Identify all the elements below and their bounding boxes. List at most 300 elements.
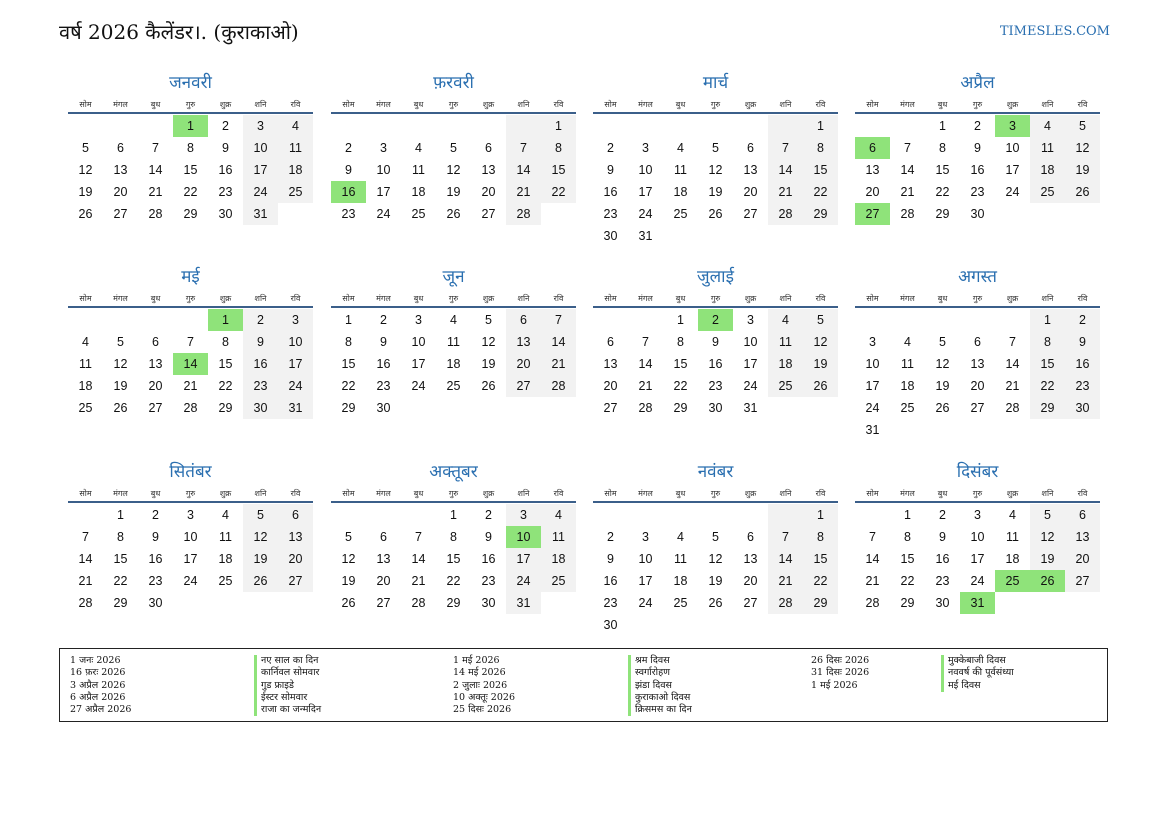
day-grid — [331, 115, 576, 225]
weekday-label: गुरु — [448, 488, 459, 498]
empty-cell — [366, 115, 401, 137]
day-cell: 22 — [446, 574, 461, 588]
day-cell: 22 — [673, 379, 688, 393]
empty-cell — [628, 115, 663, 137]
day-cell: 17 — [1005, 163, 1020, 177]
empty-cell — [243, 592, 278, 614]
day-cell: 4 — [278, 115, 313, 137]
day-cell: 1 — [173, 115, 208, 137]
weekday-label: सोम — [79, 293, 92, 303]
legend-date: 14 मई 2026 — [453, 667, 506, 679]
day-cell: 31 — [743, 401, 758, 415]
day-cell: 27 — [970, 401, 985, 415]
day-cell: 18 — [218, 552, 233, 566]
day-cell: 16 — [708, 357, 723, 371]
day-cell: 2 — [607, 530, 614, 544]
day-cell: 24 — [743, 379, 758, 393]
day-cell: 29 — [1030, 397, 1065, 419]
day-cell: 20 — [1065, 548, 1100, 570]
day-cell: 24 — [1005, 185, 1020, 199]
weekday-label: शनि — [517, 293, 530, 303]
empty-cell — [278, 203, 313, 225]
day-cell: 11 — [674, 552, 687, 566]
day-cell: 31 — [506, 592, 541, 614]
weekday-label: सोम — [604, 293, 617, 303]
empty-cell — [593, 309, 628, 331]
day-cell: 28 — [1005, 401, 1020, 415]
empty-cell — [593, 504, 628, 526]
day-cell: 12 — [243, 526, 278, 548]
day-cell: 21 — [900, 185, 915, 199]
day-cell: 13 — [113, 163, 128, 177]
day-cell: 3 — [278, 309, 313, 331]
weekday-label: मंगल — [638, 488, 653, 498]
weekday-label: गुरु — [185, 99, 196, 109]
empty-cell — [541, 397, 576, 419]
weekday-label: गुरु — [710, 99, 721, 109]
day-cell: 24 — [970, 574, 985, 588]
day-cell: 16 — [243, 353, 278, 375]
day-cell: 25 — [673, 207, 688, 221]
weekday-label: शुक्र — [1006, 488, 1019, 498]
legend-holiday: मुक्केबाजी दिवस — [948, 655, 1006, 666]
day-cell: 1 — [541, 115, 576, 137]
weekday-label: सोम — [866, 99, 879, 109]
day-cell: 26 — [1065, 181, 1100, 203]
day-cell: 24 — [638, 596, 653, 610]
weekday-label: बुध — [150, 488, 161, 498]
day-cell: 16 — [481, 552, 496, 566]
day-cell: 18 — [541, 548, 576, 570]
day-cell: 23 — [603, 596, 618, 610]
day-cell: 6 — [747, 141, 754, 155]
weekday-label: मंगल — [113, 293, 128, 303]
day-cell: 7 — [506, 137, 541, 159]
day-cell: 11 — [79, 357, 92, 371]
day-cell: 10 — [183, 530, 198, 544]
day-cell: 5 — [117, 335, 124, 349]
month-calendar — [593, 266, 838, 419]
day-cell: 9 — [607, 163, 614, 177]
weekday-header — [331, 485, 576, 503]
weekday-label: शनि — [1041, 488, 1054, 498]
day-cell: 16 — [970, 163, 985, 177]
weekday-label: गुरु — [710, 488, 721, 498]
day-cell: 6 — [747, 530, 754, 544]
weekday-label: रवि — [553, 99, 564, 109]
day-cell: 8 — [187, 141, 194, 155]
day-cell: 16 — [331, 181, 366, 203]
day-cell: 24 — [376, 207, 391, 221]
day-cell: 31 — [865, 423, 880, 437]
day-cell: 9 — [222, 141, 229, 155]
weekday-label: सोम — [342, 293, 355, 303]
legend-names-col-1 — [254, 655, 321, 716]
day-cell: 8 — [222, 335, 229, 349]
empty-cell — [331, 504, 366, 526]
day-cell: 31 — [278, 397, 313, 419]
day-cell: 3 — [642, 530, 649, 544]
day-cell: 17 — [865, 379, 880, 393]
day-cell: 10 — [638, 163, 653, 177]
day-cell: 11 — [1030, 137, 1065, 159]
day-cell: 22 — [935, 185, 950, 199]
weekday-label: गुरु — [448, 293, 459, 303]
weekday-label: सोम — [866, 293, 879, 303]
day-cell: 2 — [939, 508, 946, 522]
day-grid — [593, 115, 838, 247]
weekday-label: सोम — [342, 488, 355, 498]
day-cell: 14 — [768, 159, 803, 181]
day-cell: 3 — [869, 335, 876, 349]
day-cell: 19 — [803, 353, 838, 375]
day-cell: 23 — [376, 379, 391, 393]
day-cell: 10 — [376, 163, 391, 177]
day-grid — [68, 504, 313, 614]
day-cell: 10 — [743, 335, 758, 349]
day-cell: 22 — [803, 570, 838, 592]
day-cell: 29 — [803, 592, 838, 614]
day-cell: 10 — [411, 335, 426, 349]
day-cell: 12 — [935, 357, 950, 371]
month-name: जून — [442, 267, 465, 287]
empty-cell — [855, 309, 890, 331]
day-cell: 17 — [278, 353, 313, 375]
empty-cell — [208, 592, 243, 614]
legend-names-col-2 — [628, 655, 692, 716]
day-cell: 21 — [148, 185, 163, 199]
day-cell: 25 — [673, 596, 688, 610]
day-cell: 12 — [1065, 137, 1100, 159]
day-grid — [331, 504, 576, 614]
empty-cell — [1030, 592, 1065, 614]
day-cell: 27 — [278, 570, 313, 592]
day-grid — [68, 309, 313, 419]
day-cell: 25 — [446, 379, 461, 393]
day-cell: 21 — [183, 379, 198, 393]
day-cell: 28 — [78, 596, 93, 610]
day-cell: 8 — [117, 530, 124, 544]
day-cell: 5 — [1065, 115, 1100, 137]
day-cell: 10 — [865, 357, 880, 371]
day-cell: 30 — [481, 596, 496, 610]
day-cell: 21 — [1005, 379, 1020, 393]
day-cell: 4 — [450, 313, 457, 327]
empty-cell — [506, 115, 541, 137]
day-grid — [593, 504, 838, 636]
day-cell: 17 — [183, 552, 198, 566]
weekday-label: शुक्र — [1006, 99, 1019, 109]
day-cell: 2 — [345, 141, 352, 155]
empty-cell — [471, 397, 506, 419]
day-cell: 8 — [1030, 331, 1065, 353]
day-cell: 25 — [278, 181, 313, 203]
day-cell: 18 — [673, 574, 688, 588]
day-cell: 23 — [341, 207, 356, 221]
empty-cell — [506, 397, 541, 419]
day-cell: 10 — [970, 530, 985, 544]
weekday-label: शुक्र — [482, 293, 495, 303]
day-cell: 14 — [1005, 357, 1020, 371]
day-cell: 8 — [345, 335, 352, 349]
day-cell: 5 — [345, 530, 352, 544]
weekday-header — [593, 96, 838, 114]
empty-cell — [733, 614, 768, 636]
day-cell: 21 — [865, 574, 880, 588]
day-cell: 29 — [446, 596, 461, 610]
day-cell: 7 — [82, 530, 89, 544]
day-cell: 18 — [278, 159, 313, 181]
day-cell: 27 — [743, 207, 758, 221]
weekday-label: शनि — [779, 99, 792, 109]
day-cell: 30 — [603, 229, 618, 243]
empty-cell — [925, 419, 960, 441]
day-grid — [593, 309, 838, 419]
weekday-label: सोम — [79, 488, 92, 498]
weekday-label: शनि — [779, 488, 792, 498]
day-cell: 13 — [506, 331, 541, 353]
day-cell: 7 — [642, 335, 649, 349]
day-cell: 20 — [113, 185, 128, 199]
day-cell: 12 — [708, 163, 723, 177]
empty-cell — [401, 504, 436, 526]
day-cell: 22 — [218, 379, 233, 393]
day-cell: 27 — [148, 401, 163, 415]
empty-cell — [278, 592, 313, 614]
day-cell: 30 — [603, 618, 618, 632]
day-cell: 30 — [148, 596, 163, 610]
day-cell: 26 — [708, 207, 723, 221]
empty-cell — [628, 614, 663, 636]
month-calendar — [593, 72, 838, 247]
legend-date: 2 जुलाः 2026 — [453, 679, 508, 691]
day-cell: 17 — [970, 552, 985, 566]
day-cell: 13 — [865, 163, 880, 177]
empty-cell — [663, 115, 698, 137]
day-cell: 4 — [415, 141, 422, 155]
day-cell: 28 — [865, 596, 880, 610]
day-cell: 27 — [481, 207, 496, 221]
weekday-label: सोम — [342, 99, 355, 109]
day-cell: 3 — [995, 115, 1030, 137]
empty-cell — [995, 309, 1030, 331]
month-calendar — [331, 266, 576, 419]
weekday-label: शुक्र — [219, 99, 232, 109]
day-cell: 5 — [1030, 504, 1065, 526]
legend-date: 25 दिसः 2026 — [453, 704, 512, 716]
weekday-header — [68, 290, 313, 308]
day-cell: 17 — [411, 357, 426, 371]
day-cell: 3 — [187, 508, 194, 522]
day-cell: 7 — [869, 530, 876, 544]
weekday-label: बुध — [413, 293, 424, 303]
day-cell: 21 — [638, 379, 653, 393]
day-cell: 18 — [78, 379, 93, 393]
day-cell: 13 — [970, 357, 985, 371]
weekday-label: मंगल — [376, 99, 391, 109]
day-cell: 21 — [78, 574, 93, 588]
day-cell: 9 — [243, 331, 278, 353]
day-cell: 22 — [900, 574, 915, 588]
weekday-label: शुक्र — [482, 488, 495, 498]
day-cell: 6 — [855, 137, 890, 159]
weekday-label: मंगल — [113, 488, 128, 498]
day-cell: 14 — [411, 552, 426, 566]
weekday-label: रवि — [290, 488, 301, 498]
legend-holiday: क्रिसमस का दिन — [635, 704, 692, 716]
day-cell: 21 — [768, 570, 803, 592]
day-cell: 1 — [803, 504, 838, 526]
day-cell: 7 — [415, 530, 422, 544]
day-cell: 8 — [541, 137, 576, 159]
day-cell: 14 — [148, 163, 163, 177]
empty-cell — [925, 309, 960, 331]
day-cell: 26 — [341, 596, 356, 610]
day-cell: 19 — [1065, 159, 1100, 181]
day-cell: 1 — [904, 508, 911, 522]
day-grid — [855, 309, 1100, 441]
day-cell: 15 — [446, 552, 461, 566]
day-cell: 20 — [148, 379, 163, 393]
day-cell: 23 — [1065, 375, 1100, 397]
day-cell: 15 — [900, 552, 915, 566]
day-cell: 11 — [674, 163, 687, 177]
day-cell: 19 — [935, 379, 950, 393]
legend-date: 16 फ़रः 2026 — [70, 667, 126, 679]
day-cell: 18 — [768, 353, 803, 375]
day-cell: 16 — [603, 574, 618, 588]
day-cell: 6 — [607, 335, 614, 349]
day-cell: 14 — [173, 353, 208, 375]
day-cell: 18 — [900, 379, 915, 393]
empty-cell — [803, 397, 838, 419]
weekday-label: गुरु — [710, 293, 721, 303]
empty-cell — [436, 397, 471, 419]
day-cell: 26 — [113, 401, 128, 415]
day-cell: 23 — [218, 185, 233, 199]
day-cell: 10 — [1005, 141, 1020, 155]
day-cell: 7 — [1009, 335, 1016, 349]
legend-date: 27 अप्रैल 2026 — [70, 704, 132, 716]
day-cell: 4 — [222, 508, 229, 522]
day-grid — [68, 115, 313, 225]
day-cell: 12 — [708, 552, 723, 566]
empty-cell — [890, 419, 925, 441]
day-cell: 2 — [380, 313, 387, 327]
month-name: दिसंबर — [956, 462, 999, 482]
day-grid — [331, 309, 576, 419]
month-name: नवंबर — [697, 462, 734, 482]
weekday-label: मंगल — [376, 293, 391, 303]
day-cell: 15 — [935, 163, 950, 177]
weekday-label: शनि — [517, 488, 530, 498]
legend-holiday: ईस्टर सोमवार — [261, 691, 308, 703]
empty-cell — [733, 504, 768, 526]
day-cell: 17 — [376, 185, 391, 199]
day-cell: 24 — [865, 401, 880, 415]
day-cell: 23 — [603, 207, 618, 221]
day-cell: 29 — [673, 401, 688, 415]
day-cell: 9 — [1065, 331, 1100, 353]
empty-cell — [401, 397, 436, 419]
day-cell: 12 — [78, 163, 93, 177]
weekday-label: सोम — [79, 99, 92, 109]
day-cell: 10 — [278, 331, 313, 353]
day-cell: 1 — [1030, 309, 1065, 331]
day-cell: 17 — [638, 574, 653, 588]
empty-cell — [471, 115, 506, 137]
day-cell: 5 — [939, 335, 946, 349]
day-cell: 2 — [485, 508, 492, 522]
day-cell: 20 — [278, 548, 313, 570]
day-cell: 3 — [243, 115, 278, 137]
weekday-header — [593, 290, 838, 308]
day-cell: 1 — [939, 119, 946, 133]
legend-date: 10 अक्तूः 2026 — [453, 691, 515, 703]
day-cell: 5 — [243, 504, 278, 526]
day-cell: 9 — [152, 530, 159, 544]
day-cell: 4 — [1030, 115, 1065, 137]
day-cell: 22 — [1030, 375, 1065, 397]
weekday-header — [855, 485, 1100, 503]
day-cell: 30 — [935, 596, 950, 610]
day-cell: 12 — [803, 331, 838, 353]
day-cell: 19 — [708, 574, 723, 588]
day-cell: 3 — [415, 313, 422, 327]
empty-cell — [803, 225, 838, 247]
empty-cell — [733, 225, 768, 247]
day-cell: 3 — [642, 141, 649, 155]
day-cell: 23 — [935, 574, 950, 588]
weekday-label: शुक्र — [219, 293, 232, 303]
day-cell: 24 — [638, 207, 653, 221]
day-cell: 28 — [183, 401, 198, 415]
day-cell: 24 — [183, 574, 198, 588]
empty-cell — [68, 309, 103, 331]
day-cell: 13 — [1065, 526, 1100, 548]
empty-cell — [593, 115, 628, 137]
day-cell: 3 — [747, 313, 754, 327]
day-cell: 15 — [113, 552, 128, 566]
day-cell: 15 — [673, 357, 688, 371]
weekday-label: रवि — [290, 99, 301, 109]
legend-holiday: स्वर्गारोहण — [635, 667, 671, 679]
day-cell: 20 — [376, 574, 391, 588]
day-cell: 6 — [974, 335, 981, 349]
day-cell: 27 — [855, 203, 890, 225]
day-cell: 20 — [743, 574, 758, 588]
day-cell: 16 — [218, 163, 233, 177]
day-cell: 27 — [743, 596, 758, 610]
weekday-label: बुध — [675, 488, 686, 498]
day-cell: 9 — [607, 552, 614, 566]
empty-cell — [890, 309, 925, 331]
empty-cell — [1065, 419, 1100, 441]
day-cell: 1 — [117, 508, 124, 522]
day-cell: 12 — [1030, 526, 1065, 548]
day-cell: 4 — [904, 335, 911, 349]
legend-date: 31 दिसः 2026 — [811, 667, 870, 679]
day-cell: 6 — [278, 504, 313, 526]
empty-cell — [768, 225, 803, 247]
site-link[interactable]: TIMESLES.COM — [999, 24, 1110, 39]
day-cell: 24 — [506, 570, 541, 592]
weekday-label: रवि — [815, 488, 826, 498]
day-cell: 25 — [900, 401, 915, 415]
day-cell: 27 — [603, 401, 618, 415]
weekday-label: मंगल — [376, 488, 391, 498]
day-cell: 12 — [446, 163, 461, 177]
